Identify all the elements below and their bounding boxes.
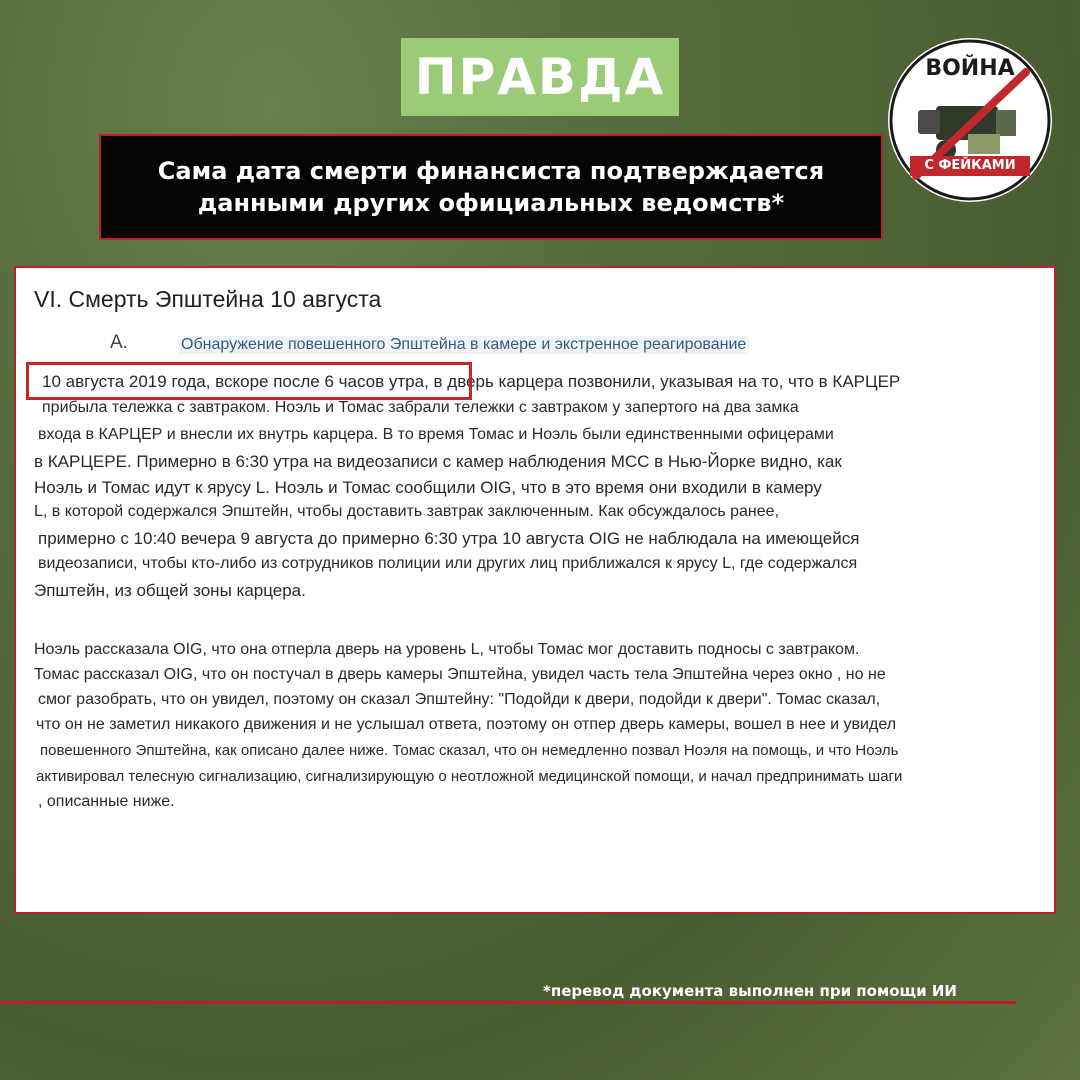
verdict-badge: ПРАВДА — [401, 38, 679, 116]
section-letter: A. — [110, 332, 128, 353]
paragraph2-line: Томас рассказал OIG, что он постучал в дверь камеры Эпштейна, увидел часть тела Эпштейна через окно , но не — [34, 666, 886, 683]
paragraph1-line: видеозаписи, чтобы кто-либо из сотрудников полиции или других лиц приближался к ярусу L, где содержался — [38, 555, 858, 572]
paragraph1-line: Ноэль и Томас идут к ярусу L. Ноэль и Томас сообщили OIG, что в это время они входили в камеру — [34, 478, 822, 497]
paragraph1-line: прибыла тележка с завтраком. Ноэль и Томас забрали тележки с завтраком у запертого на два замка — [42, 399, 799, 416]
logo-bottom-text: С ФЕЙКАМИ — [910, 156, 1030, 176]
war-on-fakes-logo — [888, 38, 1052, 202]
paragraph1-line: примерно с 10:40 вечера 9 августа до примерно 6:30 утра 10 августа OIG не наблюдала на имеющейся — [38, 529, 860, 548]
footnote: *перевод документа выполнен при помощи ИИ — [543, 982, 957, 1000]
paragraph2-line: повешенного Эпштейна, как описано далее ниже. Томас сказал, что он немедленно позвал Ноэля на помощь, и что Ноэль — [40, 742, 899, 759]
paragraph2-line: , описанные ниже. — [38, 793, 175, 810]
paragraph1-line: 10 августа 2019 года, вскоре после 6 часов утра, в дверь карцера позвонили, указывая на то, что в КАРЦЕР — [42, 372, 901, 391]
paragraph2-line: что он не заметил никакого движения и не услышал ответа, поэтому он отпер дверь камеры, вошел в нее и увидел — [36, 716, 897, 733]
paragraph2-line: Ноэль рассказала OIG, что она отперла дверь на уровень L, чтобы Томас мог доставить подносы с завтраком. — [34, 641, 860, 658]
document-heading: VI. Смерть Эпштейна 10 августа — [34, 286, 382, 312]
paragraph2-line: смог разобрать, что он увидел, поэтому он сказал Эпштейну: "Подойди к двери, подойди к двери". Томас сказал, — [38, 691, 881, 708]
paragraph1-line: входа в КАРЦЕР и внесли их внутрь карцера. В то время Томас и Ноэль были единственными офицерами — [38, 426, 834, 443]
date-highlight-frame — [26, 362, 472, 400]
paragraph2-line: активировал телесную сигнализацию, сигнализирующую о неотложной медицинской помощи, и начал предпринимать шаги — [36, 768, 903, 785]
section-title: Обнаружение повешенного Эпштейна в камере и экстренное реагирование — [178, 336, 749, 354]
paragraph1-line: Эпштейн, из общей зоны карцера. — [34, 581, 306, 600]
paragraph1-line: в КАРЦЕРЕ. Примерно в 6:30 утра на видеозаписи с камер наблюдения MCC в Нью-Йорке видно, как — [34, 452, 842, 471]
headline-line-1: Сама дата смерти финансиста подтверждается — [157, 157, 825, 185]
footer-divider — [0, 1001, 1016, 1004]
headline-line-2: данными других официальных ведомств* — [197, 189, 785, 217]
paragraph1-line: L, в которой содержался Эпштейн, чтобы доставить завтрак заключенным. Как обсуждалось ранее, — [34, 503, 780, 520]
headline-box — [99, 134, 883, 240]
logo-top-text: ВОЙНА — [925, 56, 1015, 81]
